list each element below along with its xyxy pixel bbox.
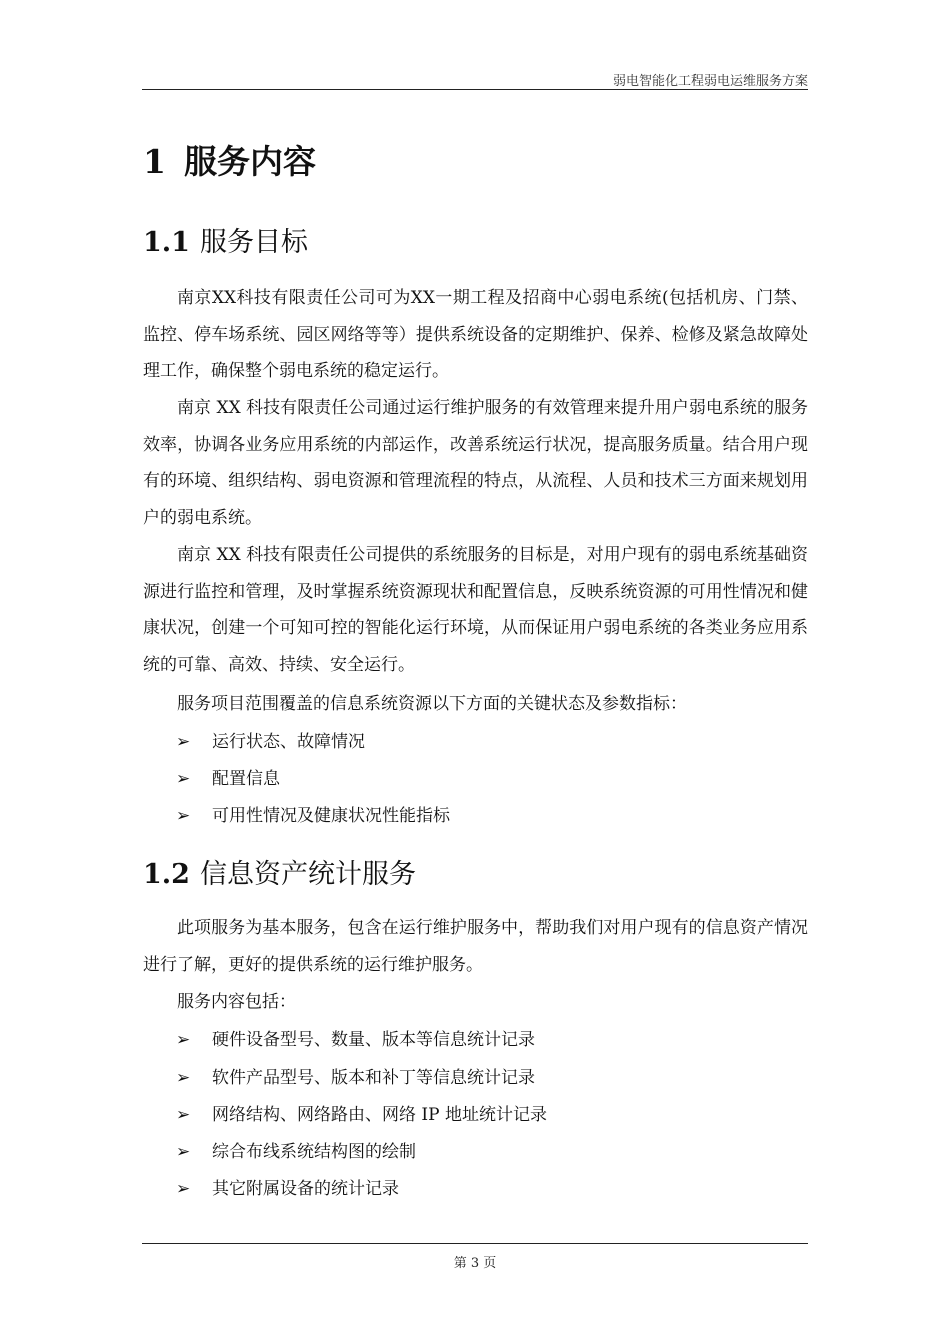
chapter-heading — [143, 136, 316, 183]
footer-divider — [142, 1243, 808, 1244]
paragraph: 南京 XX 科技有限责任公司通过运行维护服务的有效管理来提升用户弱电系统的服务效率，协调各业务应用系统的内部运作，改善系统运行状况，提高服务质量。结合用户现有的环境、组织结构、弱电资源和管理流程的特点，从流程、人员和技术三方面来规划用户的弱电系统。 — [143, 398, 808, 528]
chapter-title: 服务内容 — [183, 142, 316, 181]
list-item: ➢ 综合布线系统结构图的绘制 — [176, 1142, 416, 1162]
section-number: 1.1 — [143, 227, 190, 258]
list-item: ➢ 配置信息 — [176, 769, 280, 789]
paragraph: 南京 XX 科技有限责任公司提供的系统服务的目标是，对用户现有的弱电系统基础资源进行监控和管理，及时掌握系统资源现状和配置信息，反映系统资源的可用性情况和健康状况，创建一个可知可控的智能化运行环境，从而保证用户弱电系统的各类业务应用系统的可靠、高效、持续、安全运行。 — [143, 545, 808, 675]
arrow-bullet-icon: ➢ — [176, 1030, 191, 1050]
list-item: ➢ 运行状态、故障情况 — [176, 732, 365, 752]
paragraph: 服务内容包括： — [177, 992, 296, 1012]
paragraph: 此项服务为基本服务，包含在运行维护服务中，帮助我们对用户现有的信息资产情况进行了解，更好的提供系统的运行维护服务。 — [143, 918, 808, 975]
section-number: 1.2 — [143, 859, 190, 890]
chapter-number: 1 — [143, 142, 166, 181]
list-item: ➢ 网络结构、网络路由、网络 IP 地址统计记录 — [176, 1105, 547, 1125]
section-title: 信息资产统计服务 — [199, 859, 416, 890]
arrow-bullet-icon: ➢ — [176, 732, 191, 752]
arrow-bullet-icon: ➢ — [176, 806, 191, 826]
list-item: ➢ 硬件设备型号、数量、版本等信息统计记录 — [176, 1030, 535, 1050]
paragraph: 服务项目范围覆盖的信息系统资源以下方面的关键状态及参数指标： — [177, 694, 687, 714]
list-item: ➢ 可用性情况及健康状况性能指标 — [176, 806, 450, 826]
page-number: 第 3 页 — [453, 1256, 497, 1271]
paragraph: 南京XX科技有限责任公司可为XX一期工程及招商中心弱电系统(包括机房、门禁、监控、停车场系统、园区网络等等）提供系统设备的定期维护、保养、检修及紧急故障处理工作，确保整个弱电系统的稳定运行。 — [143, 288, 808, 381]
header-divider — [142, 89, 808, 90]
list-item: ➢ 软件产品型号、版本和补丁等信息统计记录 — [176, 1068, 535, 1088]
arrow-bullet-icon: ➢ — [176, 1142, 191, 1162]
section-heading-1-1 — [143, 220, 308, 259]
arrow-bullet-icon: ➢ — [176, 1068, 191, 1088]
arrow-bullet-icon: ➢ — [176, 1179, 191, 1199]
running-header: 弱电智能化工程弱电运维服务方案 — [612, 74, 808, 89]
arrow-bullet-icon: ➢ — [176, 769, 191, 789]
arrow-bullet-icon: ➢ — [176, 1105, 191, 1125]
list-item: ➢ 其它附属设备的统计记录 — [176, 1179, 399, 1199]
section-heading-1-2 — [143, 852, 416, 891]
section-title: 服务目标 — [199, 227, 308, 258]
